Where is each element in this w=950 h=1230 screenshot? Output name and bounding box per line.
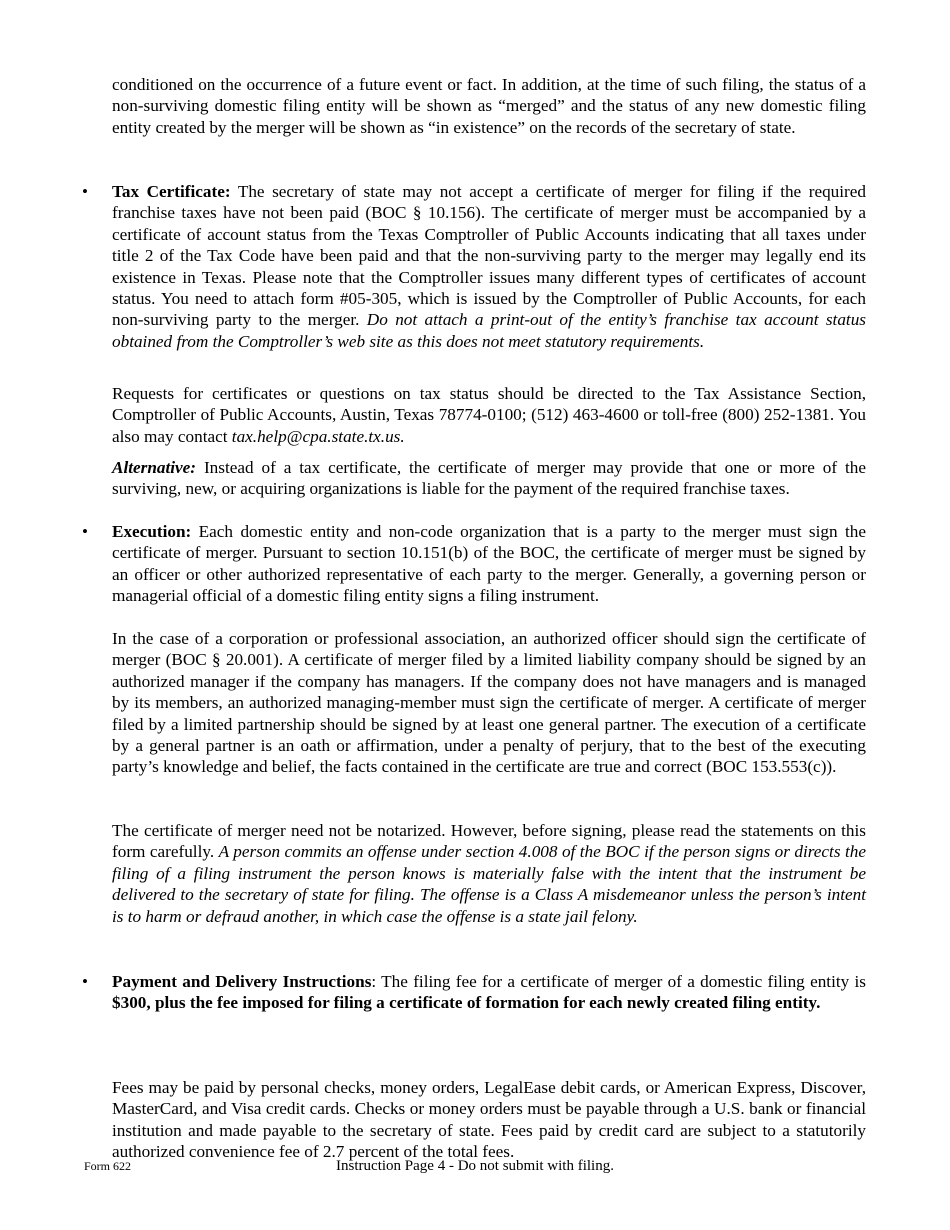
payment-section: Payment and Delivery Instructions: The filing fee for a certificate of merger of a domestic filing entity is $300, plus the fee imposed for filing a certificate of formation for each newly created filing entity. — [112, 972, 866, 1013]
tax-warning: Do not attach a print-out of the entity’s franchise tax account status obtained from the Comptroller’s web site as this does not meet statutory requirements. — [112, 310, 866, 351]
intro-paragraph: conditioned on the occurrence of a future event or fact. In addition, at the time of such filing, the status of a non-surviving domestic filing entity will be shown as “merged” and the status of any new domestic filing entity created by the merger will be shown as “in existence” on the records of the secretary of state. — [112, 75, 866, 137]
tax-help-email: tax.help@cpa.state.tx.us. — [231, 426, 405, 446]
tax-certificate-heading: Tax Certificate: — [112, 182, 231, 201]
tax-certificate-paragraph: Tax Certificate: The secretary of state may not accept a certificate of merger for filing if the required franchise taxes have not been paid (BOC § 10.156). The certificate of merger must be accompanied by a certificate of account status from the Texas Comptroller of Public Accounts indicating that all taxes under title 2 of the Tax Code have been paid and that the non-surviving party to the merger may legally end its existence in Texas. Please note that the Comptroller issues many different types of certificates of account status. You need to attach form #05-305, which is issued by the Comptroller of Public Accounts, for each non-surviving party to the merger. Do not attach a print-out of the entity’s franchise tax account status obtained from the Comptroller’s web site as this does not meet statutory requirements. — [112, 182, 866, 351]
bullet-payment: • — [82, 972, 88, 991]
execution-notary-paragraph: The certificate of merger need not be notarized. However, before signing, please read the statements on this form carefully. A person commits an offense under section 4.008 of the BOC if the person signs or directs the filing of a filing instrument the person knows is materially false with the intent that the instrument be delivered to the secretary of state for filing. The offense is a Class A misdemeanor unless the person’s intent is to harm or defraud another, in which case the offense is a state jail felony. — [112, 821, 866, 926]
payment-methods-paragraph: Fees may be paid by personal checks, money orders, LegalEase debit cards, or American Express, Discover, MasterCard, and Visa credit cards. Checks or money orders must be payable through a U.S. bank or financial institution and made payable to the secretary of state. Fees paid by credit card are subject to a statutorily authorized convenience fee of 2.7 percent of the total fees. — [112, 1078, 866, 1162]
tax-alternative-paragraph: Alternative: Instead of a tax certificate, the certificate of merger may provide that one or more of the surviving, new, or acquiring organizations is liable for the payment of the required franchise taxes. — [112, 458, 866, 499]
payment-heading: Payment and Delivery Instructions — [112, 972, 372, 991]
form-number: Form 622 — [84, 1159, 132, 1173]
tax-certificate-section — [112, 181, 866, 352]
tax-requests-paragraph: Requests for certificates or questions on tax status should be directed to the Tax Assistance Section, Comptroller of Public Accounts, Austin, Texas 78774-0100; (512) 463-4600 or toll-free (800) 252-1381. You also may contact tax.help@cpa.state.tx.us. — [112, 384, 866, 446]
execution-heading: Execution: — [112, 522, 192, 541]
bullet-tax: • — [82, 182, 88, 201]
bullet-execution: • — [82, 522, 88, 541]
filing-fee: $300, plus the fee imposed for filing a certificate of formation for each newly created filing entity. — [112, 993, 821, 1013]
execution-signers-paragraph: In the case of a corporation or professional association, an authorized officer should sign the certificate of merger (BOC § 20.001). A certificate of merger filed by a limited liability company should be signed by an authorized manager if the company has managers. If the company does not have managers and is managed by its members, an authorized managing-member must sign the certificate of merger. A certificate of merger filed by a limited partnership should be signed by at least one general partner. The execution of a certificate by a general partner is an oath or affirmation, under a penalty of perjury, that to the best of the executing party’s knowledge and belief, the facts contained in the certificate are true and correct (BOC 153.553(c)). — [112, 629, 866, 777]
page-footer: Instruction Page 4 - Do not submit with filing. — [336, 1158, 614, 1174]
alternative-heading: Alternative: — [112, 458, 197, 477]
offense-warning: A person commits an offense under section 4.008 of the BOC if the person signs or directs the filing of a filing instrument the person knows is materially false with the intent that the instrument be delivered to the secretary of state for filing. The offense is a Class A misdemeanor unless the person’s intent is to harm or defraud another, in which case the offense is a state jail felony. — [112, 842, 866, 926]
execution-section: Execution: Each domestic entity and non-code organization that is a party to the merger must sign the certificate of merger. Pursuant to section 10.151(b) of the BOC, the certificate of merger must be signed by an officer or other authorized representative of each party to the merger. Generally, a governing person or managerial official of a domestic filing entity signs a filing instrument. — [112, 522, 866, 606]
